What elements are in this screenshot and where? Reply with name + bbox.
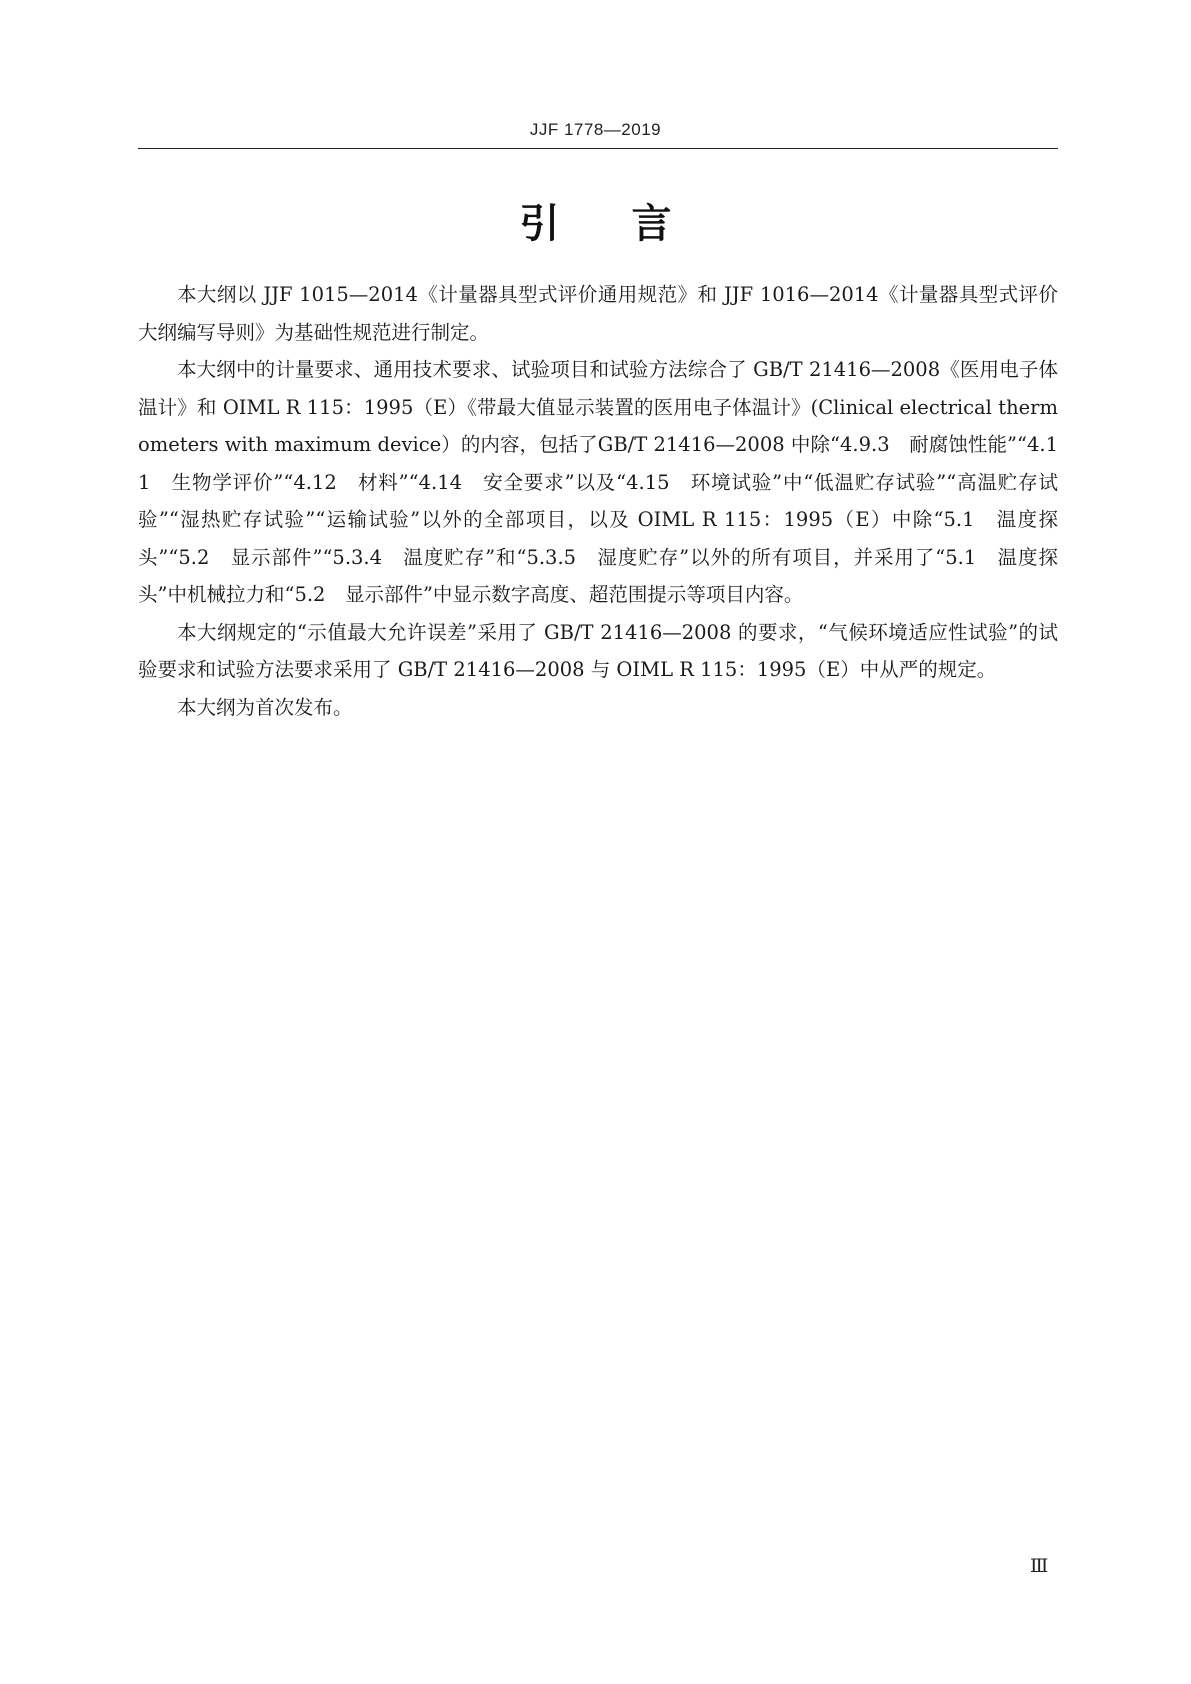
standard-code-header: JJF 1778—2019 bbox=[529, 120, 662, 139]
preface-body bbox=[138, 276, 1058, 726]
title-char-2: 言 bbox=[631, 201, 672, 247]
paragraph-3: 本大纲规定的“示值最大允许误差”采用了 GB/T 21416—2008 的要求，“气候环境适应性试验”的试验要求和试验方法要求采用了 GB/T 21416—2008 与 OIML R 115：1995（E）中从严的规定。 bbox=[138, 620, 1058, 681]
title-char-1: 引 bbox=[519, 201, 560, 247]
paragraph-2: 本大纲中的计量要求、通用技术要求、试验项目和试验方法综合了 GB/T 21416—2008《医用电子体温计》和 OIML R 115：1995（E）《带最大值显示装置的医用电子体温计》(Clinical electrical thermometers with maximum device）的内容，包括了GB/T 21416—2008 中除“4.9.3 耐腐蚀性能”“4.11 生物学评价”“4.12 材料”“4.14 安全要求”以及“4.15 环境试验”中“低温贮存试验”“高温贮存试验”“湿热贮存试验”“运输试验”以外的全部项目，以及 OIML R 115：1995（E）中除“5.1 温度探头”“5.2 显示部件”“5.3.4 温度贮存”和“5.3.5 湿度贮存”以外的所有项目，并采用了“5.1 温度探头”中机械拉力和“5.2 显示部件”中显示数字高度、超范围提示等项目内容。 bbox=[138, 358, 1058, 606]
page-number: Ⅲ bbox=[1030, 1556, 1049, 1577]
paragraph-1: 本大纲以 JJF 1015—2014《计量器具型式评价通用规范》和 JJF 1016—2014《计量器具型式评价大纲编写导则》为基础性规范进行制定。 bbox=[138, 283, 1058, 344]
header-divider bbox=[138, 148, 1058, 149]
page-title bbox=[0, 192, 1191, 249]
paragraph-4: 本大纲为首次发布。 bbox=[177, 695, 353, 719]
